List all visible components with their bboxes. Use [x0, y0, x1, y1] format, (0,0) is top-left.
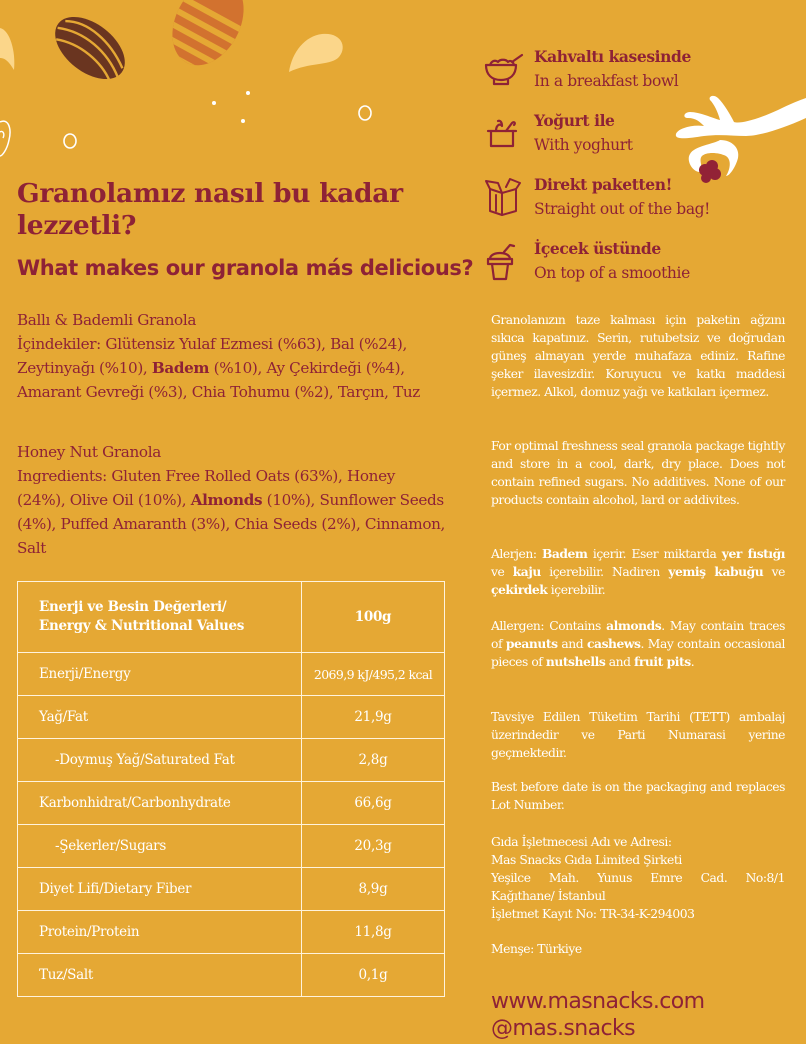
- serving-item: [484, 237, 784, 301]
- table-row: [18, 739, 445, 782]
- best-before-tr: Tavsiye Edilen Tüketim Tarihi (TETT) ambalaj üzerindedir ve Parti Numarasi yerine geçmektedir.: [491, 710, 785, 760]
- storage-info-en: For optimal freshness seal granola package tightly and store in a cool, dark, dry place. Does not contain refined sugars. No additives. None of our products contain alcohol, lard or addivites.: [491, 439, 785, 507]
- ingredients-text-tr: [17, 332, 447, 404]
- serving-suggestions: [484, 45, 784, 301]
- ingredients-text-en: [17, 464, 447, 560]
- nutrient-label: Yağ/Fat: [18, 696, 302, 739]
- company-registration: İşletmet Kayıt No: TR-34-K-294003: [491, 907, 695, 921]
- allergen-highlight: Almonds: [190, 491, 263, 509]
- product-name-en: Honey Nut Granola: [17, 443, 161, 461]
- serving-title-en: With yoghurt: [534, 136, 633, 154]
- ingredients-tr: [17, 308, 447, 404]
- serving-title-en: Straight out of the bag!: [534, 200, 711, 218]
- allergen-highlight: Badem: [151, 359, 210, 377]
- table-row: [18, 868, 445, 911]
- header-label-line: Enerji ve Besin Değerleri/: [39, 599, 227, 615]
- allergen-highlight: yemiş kabuğu: [668, 564, 764, 579]
- nutrient-value: 0,1g: [302, 954, 445, 997]
- allergen-highlight: almonds: [606, 618, 662, 633]
- nutrient-value: 20,3g: [302, 825, 445, 868]
- ingredients-text: (%10), Ay Çekirdeği (%4), Amarant Gevreği (%3), Chia Tohumu (%2), Tarçın, Tuz: [17, 359, 420, 401]
- social-handle: @mas.snacks: [491, 1016, 635, 1041]
- allergen-highlight: yer fıstığı: [721, 546, 785, 561]
- company-address-line2: Kağıthane/ İstanbul: [491, 889, 606, 903]
- company-heading: Gıda İşletmecesi Adı ve Adresi:: [491, 835, 672, 849]
- nutrient-label: -Şekerler/Sugars: [18, 825, 302, 868]
- company-info: [491, 833, 785, 923]
- cream-petal-left-icon: [0, 28, 14, 70]
- nutrient-value: 8,9g: [302, 868, 445, 911]
- serving-item: [484, 45, 784, 109]
- yoghurt-cup-icon: [484, 113, 524, 153]
- serving-title-en: On top of a smoothie: [534, 264, 690, 282]
- serving-title-tr: Yoğurt ile: [534, 111, 615, 130]
- ingredients-text: (10%), Sunflower Seeds (4%), Puffed Amaranth (3%), Chia Seeds (2%), Cinnamon, Salt: [17, 491, 446, 557]
- dot-icon: [246, 91, 250, 95]
- smoothie-cup-icon: [484, 241, 524, 281]
- table-row: [18, 825, 445, 868]
- nutrient-label: Enerji/Energy: [18, 653, 302, 696]
- nutrition-table: [17, 581, 445, 997]
- seed-outline-icon: [0, 121, 10, 156]
- table-row: [18, 696, 445, 739]
- website-link[interactable]: www.masnacks.com: [491, 989, 705, 1014]
- allergen-highlight: çekirdek: [491, 582, 548, 597]
- dot-icon: [241, 119, 245, 123]
- allergen-highlight: Badem: [541, 546, 588, 561]
- cream-drop-icon: [289, 34, 343, 72]
- allergen-highlight: kaju: [512, 564, 541, 579]
- almond-striped-icon: [150, 0, 260, 104]
- serving-item: [484, 173, 784, 237]
- ingredients-text: Gluten Free Rolled Oats (63%), Honey (24%), Olive Oil (10%),: [17, 467, 395, 509]
- nutrient-value: 2069,9 kJ/495,2 kcal: [302, 653, 445, 696]
- table-header-row: [18, 582, 445, 653]
- origin-country: Menşe: Türkiye: [491, 942, 582, 956]
- allergen-info-tr: Alerjen: Badem içerir. Eser miktarda yer fıstığı ve kaju içerebilir. Nadiren yemiş kabuğu ve çekirdek içerebilir.: [491, 546, 785, 597]
- nutrient-label: Protein/Protein: [18, 911, 302, 954]
- table-row: [18, 653, 445, 696]
- company-name: Mas Snacks Gıda Limited Şirketi: [491, 853, 682, 867]
- page-subtitle: What makes our granola más delicious?: [17, 256, 474, 280]
- allergen-highlight: fruit pits: [634, 654, 691, 669]
- serving-title-tr: Kahvaltı kasesinde: [534, 47, 691, 66]
- company-address-line1: Yeşilce Mah. Yunus Emre Cad. No:8/1: [491, 871, 785, 885]
- best-before-en: Best before date is on the packaging and replaces Lot Number.: [491, 780, 785, 812]
- allergen-highlight: nutshells: [545, 654, 606, 669]
- page-title: Granolamız nasıl bu kadar lezzetli?: [17, 178, 403, 241]
- ingredients-en: [17, 440, 447, 560]
- nutrient-label: Diyet Lifi/Dietary Fiber: [18, 868, 302, 911]
- header-label-line: Energy & Nutritional Values: [39, 618, 245, 634]
- serving-item: [484, 109, 784, 173]
- bowl-icon: [484, 49, 524, 89]
- table-row: [18, 954, 445, 997]
- allergen-highlight: cashews: [587, 636, 641, 651]
- nutrient-label: Tuz/Salt: [18, 954, 302, 997]
- nutrient-value: 66,6g: [302, 782, 445, 825]
- table-header-label: [18, 582, 302, 653]
- ingredients-label: İçindekiler:: [17, 335, 101, 353]
- ingredients-label: Ingredients:: [17, 467, 107, 485]
- table-row: [18, 911, 445, 954]
- ring-icon: [359, 106, 371, 120]
- table-header-value: 100g: [302, 582, 445, 653]
- serving-title-en: In a breakfast bowl: [534, 72, 679, 90]
- allergen-highlight: peanuts: [505, 636, 558, 651]
- nutrient-label: Karbonhidrat/Carbonhydrate: [18, 782, 302, 825]
- open-box-icon: [484, 177, 524, 217]
- nutrient-label: -Doymuş Yağ/Saturated Fat: [18, 739, 302, 782]
- serving-title-tr: Direkt paketten!: [534, 175, 672, 194]
- almond-dark-icon: [44, 4, 137, 91]
- ring-icon: [64, 134, 76, 148]
- nutrient-value: 2,8g: [302, 739, 445, 782]
- nutrient-value: 21,9g: [302, 696, 445, 739]
- allergen-info-en: Allergen: Contains almonds. May contain traces of peanuts and cashews. May contain occasional pieces of nutshells and fruit pits.: [491, 618, 785, 669]
- table-row: [18, 782, 445, 825]
- product-name-tr: Ballı & Bademli Granola: [17, 311, 197, 329]
- nutrient-value: 11,8g: [302, 911, 445, 954]
- ingredients-text: Glütensiz Yulaf Ezmesi (%63), Bal (%24), Zeytinyağı (%10),: [17, 335, 407, 377]
- storage-info-tr: Granolanızın taze kalması için paketin ağzını sıkıca kapatınız. Serin, rutubetsiz ve doğrudan güneş almayan yerde muhafaza ediniz. Rafine şeker ilavesizdir. Koruyucu ve katkı maddesi içermez. Alkol, domuz yağı ve katkıları içermez.: [491, 313, 785, 399]
- serving-title-tr: İçecek üstünde: [534, 239, 661, 258]
- dot-icon: [212, 101, 216, 105]
